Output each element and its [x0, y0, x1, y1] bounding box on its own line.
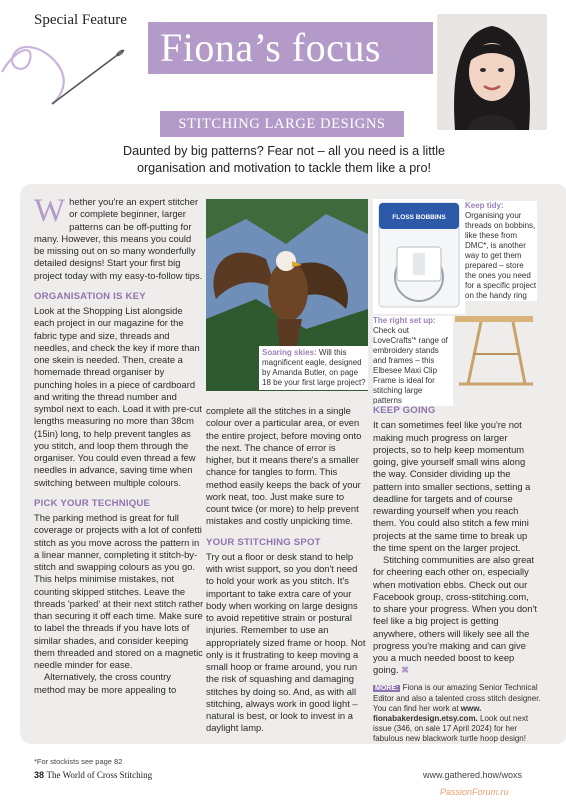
- page-title: Fiona’s focus: [160, 25, 381, 70]
- section-kicker: Special Feature: [34, 12, 127, 28]
- heading-technique: PICK YOUR TECHNIQUE: [34, 497, 151, 509]
- more-info-box: MORE: Fiona is our amazing Senior Technical Editor and also a talented cross stitch designer. You can find her work at www. fionabakerdesign.etsy.com. Look out next issue (346, on sale 17 April 2024) for her fabulous new blackwork turtle hoop design!: [373, 683, 541, 744]
- magazine-name: The World of Cross Stitching: [46, 770, 153, 780]
- paragraph-communities: Stitching communities are also great for cheering each other on, especially when motivation ebbs. Check out our Facebook group, cross-stitching.com, to share your progress. When you don't feel like a big project is getting anywhere, others will likely see all the progress you're making and can give you a much needed boost to keep going. ✖: [373, 554, 537, 676]
- drop-cap: W: [34, 193, 66, 229]
- stockists-note: *For stockists see page 82: [34, 757, 123, 766]
- subtitle-band: [160, 111, 404, 137]
- standfirst: Daunted by big patterns? Fear not – all you need is a little organisation and motivation to tackle them like a pro!: [122, 144, 446, 175]
- column-2: [206, 405, 366, 735]
- column-1: [34, 193, 204, 696]
- caption-bobbins: Keep tidy: Organising your threads on bobbins, like these from DMC*, is another way to get them prepared – store the ones you need for a specific project on the handy ring: [465, 201, 537, 300]
- folio: [34, 770, 152, 780]
- caption-eagle: Soaring skies: Will this magnificent eagle, designed by Amanda Butler, on page 18 be your first large project?: [259, 346, 368, 390]
- paragraph-alternatively: Alternatively, the cross country method may be more appealing to: [34, 671, 177, 695]
- paragraph-keep-going: It can sometimes feel like you're not making much progress on larger projects, so to help keep momentum going, give yourself small wins along the way. Consider dividing up the pattern into smaller sections, setting a deadline for targets and of course rewarding yourself when you reach them. You could also stitch a few mini projects at the same time to break up the time spent on the larger project.: [373, 419, 531, 553]
- paragraph-cross-country: complete all the stitches in a single colour over a particular area, or even the entire project, before moving onto the next. The chance of error is higher, but it means there's a smaller chance for tangles to form. This method easily keeps the back of your work neat, too. Just make sure to count twice (or more) to help prevent mistakes and costly unpicking time.: [206, 405, 362, 527]
- watermark: PassionForum.ru: [440, 787, 509, 797]
- needle-thread-icon: [0, 20, 130, 110]
- caption-frame: The right set up: Check out LoveCrafts'* range of embroidery stands and frames – this Elbesee Maxi Clip Frame is ideal for stitching large patterns: [373, 316, 453, 406]
- column-3: [373, 405, 538, 677]
- heading-keep-going: KEEP GOING: [373, 405, 436, 416]
- title-band: [148, 22, 433, 74]
- clip-frame-image: [373, 314, 538, 405]
- portrait-image: [437, 14, 547, 130]
- paragraph-stitching-spot: Try out a floor or desk stand to help with wrist support, so you don't need to hold your work as you stitch. It's important to take extra care of your body when working on large designs to avoid repetitive strain or postural injuries. Remember to use an appropriately sized frame or hoop. Not only is it frustrating to keep moving a small hoop or frame around, you run the risk of squashing and damaging stitches by doing so. And, as with all stitching, always work in good light – natural is best, or look to invest in a daylight lamp.: [206, 550, 366, 734]
- designer-link[interactable]: www. fionabakerdesign.etsy.com.: [373, 704, 482, 724]
- end-mark-icon: ✖: [401, 664, 410, 676]
- website-url[interactable]: www.gathered.how/woxs: [423, 770, 523, 780]
- eagle-cross-stitch-image: [206, 199, 368, 391]
- lead-paragraph: Whether you're an expert stitcher or complete beginner, larger patterns can be off-putting for many. However, this means you could be missing out on so many wonderfully detailed designs! Start your first big project today with my easy-to-follow tips.: [34, 193, 203, 281]
- heading-organisation: ORGANISATION IS KEY: [34, 290, 146, 302]
- author-photo: [437, 14, 547, 130]
- page-number: 38: [34, 770, 45, 780]
- floss-bobbins-image: [373, 199, 465, 314]
- more-tag: MORE:: [375, 685, 399, 692]
- paragraph-technique: The parking method is great for full coverage or projects with a lot of confetti stitch as you move across the pattern in a linear manner, completing it stitch-by-stitch and swapping colours as you go. This helps minimise mistakes, not counting skipped stitches. Leave the threads 'parked' at their next stitch rather than securing it off each time. Make sure to label the threads if you have lots of similar shades, and consider keeping them threaded and stored on a magnetic needle minder for ease.: [34, 512, 204, 670]
- page-subtitle: STITCHING LARGE DESIGNS: [178, 116, 386, 132]
- bobbin-pack-label: FLOSS BOBBINS: [392, 214, 446, 221]
- heading-stitching-spot: YOUR STITCHING SPOT: [206, 536, 321, 548]
- paragraph-organisation: Look at the Shopping List alongside each project in our magazine for the fabric type and size, threads and needles, and check the key if more than one skein is needed. Then, create a homemade thread organiser by punching holes in a piece of cardboard and writing the thread number and symbol next to each. Load it with pre-cut lengths measuring no more than 38cm (15in) long, to help prevent tangles as you stitch, and loop them through the organiser. You could even thread a few needles in advance, saving time when switching between multiple colours.: [34, 305, 202, 488]
